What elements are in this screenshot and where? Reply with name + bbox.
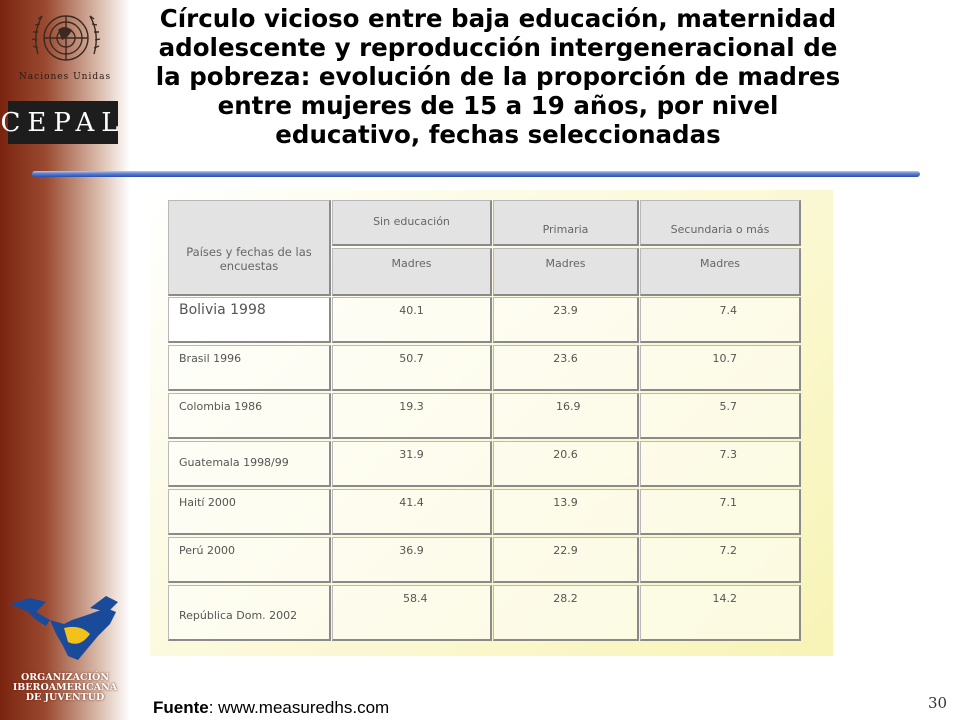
row-header-cell: Países y fechas de las encuestas [168, 200, 331, 296]
table-row-country: Colombia 1986 [168, 393, 331, 439]
table-cell: 14.2 [640, 585, 801, 641]
subheader-madres-3: Madres [640, 248, 801, 296]
un-label: Naciones Unidas [18, 72, 112, 82]
source-note: Fuente: www.measuredhs.com [153, 698, 390, 717]
page-number: 30 [928, 694, 948, 712]
table-cell: 50.7 [332, 345, 492, 391]
group-header-primaria: Primaria [493, 200, 639, 246]
table-cell: 7.3 [640, 441, 801, 487]
oij-map-icon [6, 590, 122, 670]
table-cell: 16.9 [493, 393, 639, 439]
left-sidebar [0, 0, 130, 720]
group-header-sin-educacion: Sin educación [332, 200, 492, 246]
cepal-logo: CEPAL [8, 101, 118, 144]
table-cell: 41.4 [332, 489, 492, 535]
table-row-country: Guatemala 1998/99 [168, 441, 331, 487]
table-cell: 31.9 [332, 441, 492, 487]
table-cell: 19.3 [332, 393, 492, 439]
table-cell: 7.2 [640, 537, 801, 583]
table-cell: 36.9 [332, 537, 492, 583]
table-row-country: Perú 2000 [168, 537, 331, 583]
table-row-country: Brasil 1996 [168, 345, 331, 391]
table-cell: 20.6 [493, 441, 639, 487]
table-cell: 22.9 [493, 537, 639, 583]
table-cell: 40.1 [332, 297, 492, 343]
table-row-country: Haití 2000 [168, 489, 331, 535]
subheader-madres-1: Madres [332, 248, 492, 296]
oij-label: ORGANIZACIÓN IBEROAMERICANA DE JUVENTUD [12, 672, 118, 703]
table-cell: 7.1 [640, 489, 801, 535]
table-cell: 23.9 [493, 297, 639, 343]
table-cell: 13.9 [493, 489, 639, 535]
group-header-secundaria: Secundaria o más [640, 200, 801, 246]
page-title: Círculo vicioso entre baja educación, maternidad adolescente y reproducción intergeneracional de la pobreza: evolución de la proporción de madres entre mujeres de 15 a 19 años, por nivel educativo, fechas seleccionadas [155, 4, 841, 149]
subheader-madres-2: Madres [493, 248, 639, 296]
table-cell: 28.2 [493, 585, 639, 641]
title-divider [32, 171, 920, 177]
table-cell: 7.4 [640, 297, 801, 343]
table-cell: 5.7 [640, 393, 801, 439]
table-row-country: República Dom. 2002 [168, 585, 331, 641]
table-cell: 23.6 [493, 345, 639, 391]
table-row-country: Bolivia 1998 [168, 297, 331, 343]
table-cell: 10.7 [640, 345, 801, 391]
table-cell: 58.4 [332, 585, 492, 641]
